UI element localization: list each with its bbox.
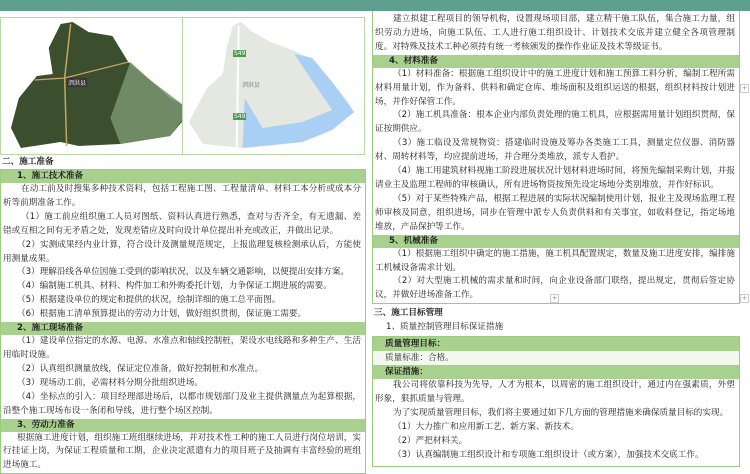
paragraph: 为了实现质量管理目标，我们将主要通过如下几方面的管理措施来确保质量目标的实现。	[393, 408, 729, 419]
quality-table	[372, 336, 740, 466]
paragraph: 在动工前及时搜集多种技术资料，包括工程施工图、工程量清单、材料工本分析或成本分析等前期准备工作。	[3, 184, 361, 208]
left-column	[0, 155, 366, 474]
section-box	[0, 169, 366, 474]
measures-header: 保证措施：	[373, 365, 739, 379]
paragraph: （3）施工临设及常规物资：搭建临时设施及筹办各类施工工具，测量定位仪器、消防器材、周转材料等，均应提前进场，并合理分类堆放，派专人看护。	[375, 138, 735, 163]
subsection-header: 1、施工技术准备	[1, 170, 365, 183]
top-bar	[0, 0, 750, 11]
paragraph: （2）严把材料关。	[393, 435, 468, 446]
paragraph: （5）对于某些特殊产品，根据工程进展的实际状况编制使用计划，报业主及现场监理工程师审核及同意，组织进场，同步在管理中派专人负责供料和有关事宜，如收料登记，指定场地堆放，产品保护等工作。	[375, 193, 735, 232]
paragraph: （3）认真编制施工组织设计和专项施工组织设计（或方案），加强技术交底工作。	[393, 449, 704, 460]
paragraph: 根据施工进度计划，组织施工班组继续进场，并对技术性工种的施工人员进行岗位培训，实行挂证上岗，为保证工程质量和工期，企业决定派遣有力的项目班子及抽调有丰富经验的班组进场施工。	[3, 432, 361, 471]
road-badge: S49	[234, 50, 246, 57]
quality-goal-value: 质量标准：合格。	[373, 351, 739, 365]
paragraph: （3）理解沿线各单位因施工受到的影响状况，以及车辆交通影响，以便提出安排方案。	[17, 267, 350, 278]
quality-goal-header: 质量管理目标：	[373, 337, 739, 351]
paragraph: （2）认真组织测量放线，保证定位准备，做好控制桩和水准点。	[17, 363, 264, 374]
subsection-header: 5、机械准备	[373, 235, 739, 248]
map-figure	[0, 17, 365, 155]
paragraph: （1）根据施工组织中确定的施工措施，施工机具配置规定，数量及施工进度安排，编排施工机械设备需求计划。	[375, 248, 735, 273]
paragraph: （4）编制施工机具、材料、构件加工和外购委托计划，力争保证工期进展的需要。	[17, 281, 332, 292]
subsection-header: 2、施工现场准备	[1, 322, 365, 335]
subsection-title: 1、质量控制管理目标保证措施	[386, 322, 504, 333]
satellite-map	[1, 18, 182, 154]
road-map	[182, 18, 364, 154]
paragraph: （2）对大型施工机械的需求量和时间，向企业设备部门联络，提出规定，贯彻后签定协议，并做好进场准备工作。	[375, 276, 735, 301]
section-title: 三、施工目标管理	[374, 308, 443, 319]
paragraph: （2）实测成果经内业计算，符合设计及测量规范规定，上报监理复核检测承认后，方能使用测量成果。	[3, 239, 361, 264]
paragraph: （6）根据施工清单预算提出的劳动力计划，做好组织贯彻，保证施工需要。	[17, 309, 307, 320]
add-button[interactable]: +	[741, 84, 748, 92]
paragraph: （4）施工用建筑材料视施工阶段进展状况计划材料进场时间，将预先编制采购计划，并报请业主及监理工程师的审核确认，所有进场物资按预先设定场地分类别堆放，并作好标识。	[375, 166, 735, 190]
paragraph: （1）大力推广和应用新工艺、新方案、新技术。	[393, 421, 579, 432]
paragraph: （2）施工机具准备：根本企业内部负责处理的施工机具，应根据需用量计划组织贯彻，保证按期供应。	[375, 110, 735, 135]
add-button[interactable]: +	[741, 294, 748, 302]
paragraph: （1）建设单位指定的水源、电源、水准点和轴线控制桩，架设水电线路和多种生产、生活用临时设施。	[3, 336, 361, 360]
add-button[interactable]: +	[551, 294, 558, 302]
subsection-header: 4、材料准备	[373, 55, 739, 68]
map-town-label: 泗洪县	[242, 82, 261, 89]
subsection-header: 3、劳动力准备	[1, 419, 365, 432]
section-title: 二、施工准备	[2, 157, 54, 167]
paragraph: 建立拟建工程项目的领导机构，设置现场项目部，建立精干施工队伍，集合施工力量，组织劳动力进场，向施工队伍、工人进行施工组织设计、计划技术交底并建立健全各项管理制度。对特殊及技术工种必须持有统一考核颁发的操作作业证及技术等级证书。	[375, 14, 735, 52]
paragraph: （1）材料准备：根据施工组织设计中的施工进度计划和施工预算工料分析，编制工程所需材料用量计划，作为备料、供料和确定仓库、堆场面积及组织运送的根据，组织材料按计划进场，并作好保管工作。	[375, 68, 735, 107]
paragraph: （1）施工前应组织施工人员对图纸、资料认真进行熟悉，查对与否齐全，有无遗漏、差错或互相之间有无矛盾之处，发现差错应及时向设计单位提出补充或改正，并做出记录。	[3, 211, 361, 236]
paragraph: 我公司将依靠科技为先导，人才为根本，以周密的施工组织设计，通过内在强素质，外塑形象，狠抓质量与管理。	[375, 380, 735, 405]
paragraph: （4）坐标点的引入：项目经理部进场后，以都市规划部门及业主提供测量点为起算根据，沿整个施工现场布设一条闭和导线，进行整个场区控制。	[3, 391, 361, 416]
paragraph: （5）根据建设单位的规定和提供的状况，绘制详细的施工总平面图。	[17, 295, 281, 306]
road-badge: S49	[234, 113, 246, 120]
right-column	[372, 11, 740, 467]
paragraph: （3）现场动工前，必需材料分期分批组织进场。	[17, 377, 203, 388]
section-box	[372, 11, 740, 304]
map-town-label: 泗洪县	[68, 80, 87, 87]
